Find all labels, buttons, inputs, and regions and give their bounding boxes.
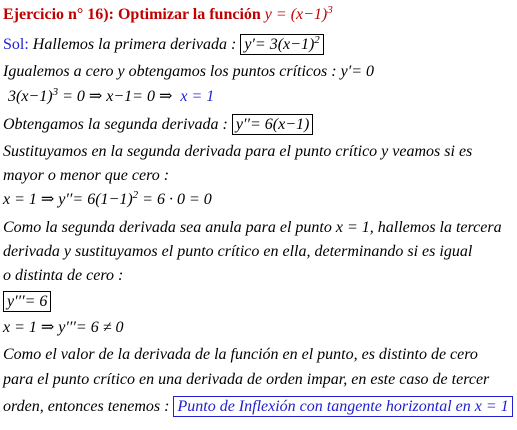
critical-point-result: x = 1 (180, 88, 215, 105)
third-eval-text: x = 1 ⇒ y′′′= 6 ≠ 0 (3, 319, 124, 336)
equation-lhs: $3(x-1)^3$ (8, 86, 59, 105)
exercise-function: $y = (x-1)^3$ (264, 4, 333, 23)
third-intro-text-3: o distinta de cero : (3, 267, 124, 284)
line-third-derivative (3, 291, 51, 312)
line-critical-points (3, 62, 374, 82)
second-derivative-box: y′′= 6(x−1) (232, 114, 313, 135)
line-second-derivative-eval (3, 190, 212, 210)
third-derivative-box: y′′′= 6 (3, 291, 51, 312)
line-second-derivative (3, 114, 313, 135)
line-conclusion-2 (3, 370, 489, 390)
line-third-intro-3 (3, 266, 123, 286)
second-derivative-text: Obtengamos la segunda derivada : (3, 116, 228, 133)
line-substitute-1 (3, 142, 472, 162)
sol-label: Sol: (3, 36, 29, 53)
title-separator: : (108, 6, 114, 23)
conclusion-text-2: para el punto crítico en una derivada de orden impar, en este caso de tercer (3, 371, 490, 388)
line-conclusion-1 (3, 345, 478, 365)
critical-points-text: Igualemos a cero y obtengamos los puntos críticos : y′= 0 (3, 63, 374, 80)
line-substitute-2 (3, 166, 169, 186)
conclusion-text-3: orden, entonces tenemos : (3, 398, 170, 415)
line-solve-equation (8, 87, 214, 107)
third-intro-text-1: Como la segunda derivada sea anula para el punto x = 1, hallemos la tercera (3, 219, 502, 236)
first-derivative-text: Hallemos la primera derivada : (32, 36, 237, 53)
line-third-derivative-eval (3, 318, 123, 338)
equation-steps: = 0 ⇒ x−1= 0 ⇒ (62, 88, 173, 105)
eval-rhs: = 6 · 0 = 0 (142, 191, 212, 208)
first-derivative-box: $y'= 3(x-1)^2$ (240, 34, 323, 55)
exercise-title (3, 5, 333, 25)
final-answer-box: Punto de Inflexión con tangente horizontal en x = 1 (173, 396, 512, 417)
substitute-text-2: mayor o menor que cero : (3, 167, 170, 184)
line-third-intro-2 (3, 242, 472, 262)
exercise-task: Optimizar la función (117, 6, 261, 23)
conclusion-text-1: Como el valor de la derivada de la función en el punto, es distinto de cero (3, 346, 478, 363)
substitute-text-1: Sustituyamos en la segunda derivada para el punto crítico y veamos si es (3, 143, 473, 160)
line-conclusion-3 (3, 396, 513, 417)
line-third-intro-1 (3, 218, 502, 238)
line-first-derivative (3, 34, 324, 55)
exercise-number: Ejercicio n° 16) (3, 6, 109, 23)
third-intro-text-2: derivada y sustituyamos el punto crítico en ella, determinando si es igual (3, 243, 473, 260)
eval-lhs: x = 1 ⇒ $y''= 6(1-1)^2$ (3, 189, 139, 208)
